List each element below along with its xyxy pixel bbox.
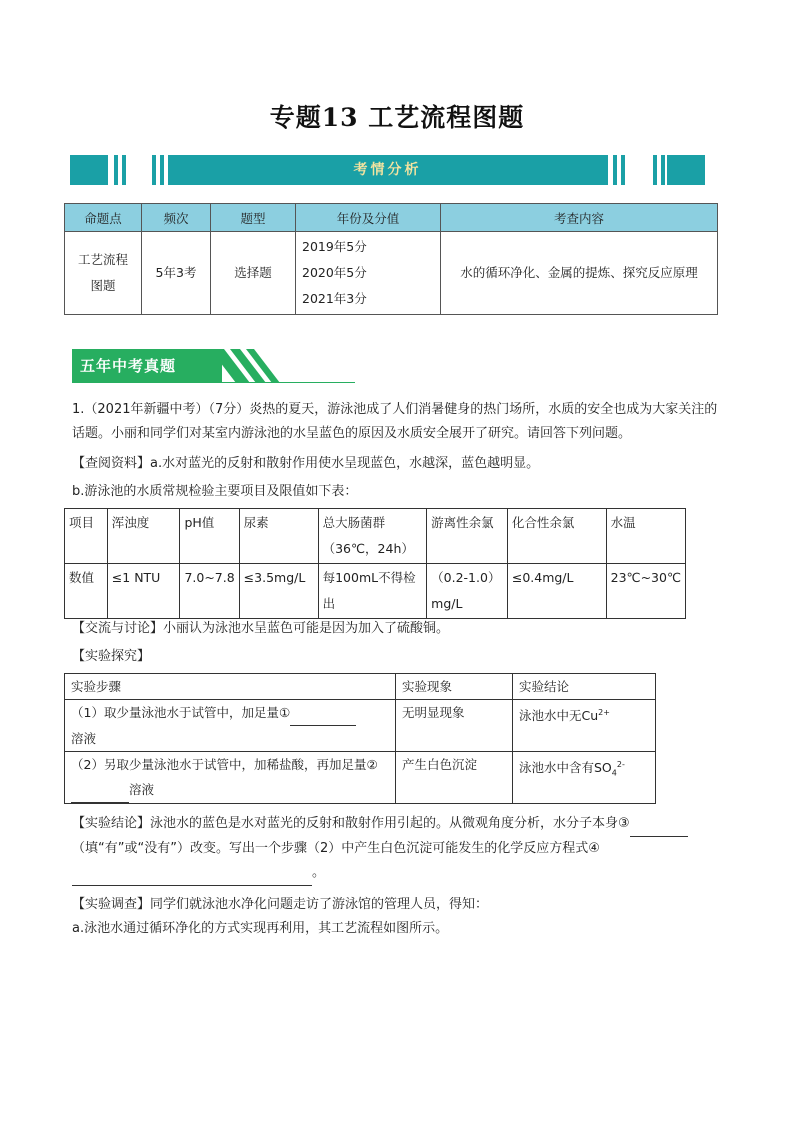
qt-cell: ≤3.5mg/L — [239, 564, 318, 619]
et-phen-1: 无明显现象 — [396, 700, 513, 752]
qt-cell: 23℃~30℃ — [606, 564, 685, 619]
analysis-table — [64, 203, 718, 315]
et-conc-sub: 4 — [611, 768, 617, 778]
qt-cell: 项目 — [65, 509, 108, 564]
et-step-text: （2）另取少量泳池水于试管中，加稀盐酸，再加足量② — [71, 757, 378, 772]
et-conc-1 — [513, 700, 656, 752]
conclusion-end: 。 — [312, 865, 326, 880]
et-step-text: 溶液 — [71, 731, 97, 746]
year-line: 2019年5分 — [302, 239, 367, 254]
qt-cell: （0.2-1.0）mg/L — [427, 564, 508, 619]
qt-cell: 数值 — [65, 564, 108, 619]
qt-cell: 游离性余氯 — [427, 509, 508, 564]
answer-blank-1[interactable] — [290, 700, 356, 726]
qt-cell: 总大肠菌群（36℃，24h） — [318, 509, 427, 564]
et-conc-sup: 2+ — [598, 708, 610, 717]
et-header: 实验步骤 — [65, 674, 396, 700]
et-step-text: 溶液 — [129, 782, 155, 797]
conclusion-text: （填“有”或“没有”）改变。写出一个步骤（2）中产生白色沉淀可能发生的化学反应方程式④ — [72, 841, 600, 856]
banner-chevron-icon — [210, 349, 280, 383]
et-conc-sup: 2- — [616, 760, 625, 769]
qt-cell: pH值 — [180, 509, 239, 564]
q1-intro: 1.（2021年新疆中考）（7分）炎热的夏天，游泳池成了人们消暑健身的热门场所，水质的安全也成为大家关注的话题。小丽和同学们对某室内游泳池的水呈蓝色的原因及水质安全展开了研究。请回答下列问题。 — [72, 402, 718, 441]
q1-conclusion — [72, 812, 722, 886]
banner-label: 五年中考真题 — [72, 349, 222, 383]
cell-type: 选择题 — [211, 232, 296, 315]
q1-ref-b: b.游泳池的水质常规检验主要项目及限值如下表： — [72, 484, 358, 499]
q1-survey-a: a.泳池水通过循环净化的方式实现再利用，其工艺流程如图所示。 — [72, 921, 449, 936]
et-phen-2: 产生白色沉淀 — [396, 752, 513, 804]
answer-blank-2[interactable] — [71, 777, 129, 803]
q1-discussion: 【交流与讨论】小丽认为泳池水呈蓝色可能是因为加入了硫酸铜。 — [72, 621, 450, 636]
q1-ref-a: 【查阅资料】a.水对蓝光的反射和散射作用使水呈现蓝色，水越深，蓝色越明显。 — [72, 456, 540, 471]
year-line: 2021年3分 — [302, 291, 367, 306]
q1-survey: 【实验调查】同学们就泳池水净化问题走访了游泳馆的管理人员，得知： — [72, 897, 489, 912]
year-line: 2020年5分 — [302, 265, 367, 280]
qt-cell: 浑浊度 — [107, 509, 180, 564]
qt-cell: 每100mL不得检出 — [318, 564, 427, 619]
conclusion-text: 【实验结论】泳池水的蓝色是水对蓝光的反射和散射作用引起的。从微观角度分析，水分子本身③ — [72, 816, 630, 831]
quality-table — [64, 508, 686, 619]
header-type: 题型 — [211, 204, 296, 232]
cell-freq: 5年3考 — [142, 232, 211, 315]
answer-blank-4[interactable] — [72, 861, 312, 886]
cell-content: 水的循环净化、金属的提炼、探究反应原理 — [441, 232, 718, 315]
header-point: 命题点 — [65, 204, 142, 232]
answer-blank-3[interactable] — [630, 812, 688, 837]
et-conc-2 — [513, 752, 656, 804]
qt-cell: ≤0.4mg/L — [507, 564, 606, 619]
et-step-2 — [65, 752, 396, 804]
page-title: 专题13 工艺流程图题 — [269, 103, 525, 132]
et-header: 实验现象 — [396, 674, 513, 700]
header-years: 年份及分值 — [296, 204, 441, 232]
banner-underline — [72, 382, 355, 383]
cell-point: 工艺流程图题 — [65, 232, 142, 315]
et-header: 实验结论 — [513, 674, 656, 700]
et-step-text: （1）取少量泳池水于试管中，加足量① — [71, 705, 291, 720]
header-freq: 频次 — [142, 204, 211, 232]
cell-years — [296, 232, 441, 315]
et-conc-text: 泳池水中含有SO — [519, 760, 612, 776]
section-bar — [70, 155, 705, 185]
qt-cell: 尿素 — [239, 509, 318, 564]
et-conc-text: 泳池水中无Cu — [519, 708, 599, 724]
qt-cell: ≤1 NTU — [107, 564, 180, 619]
qt-cell: 化合性余氯 — [507, 509, 606, 564]
qt-cell: 7.0~7.8 — [180, 564, 239, 619]
q1-explore-heading: 【实验探究】 — [72, 649, 151, 664]
section-banner — [72, 349, 362, 383]
header-content: 考查内容 — [441, 204, 718, 232]
explore-table — [64, 673, 656, 804]
et-step-1 — [65, 700, 396, 752]
section-bar-label: 考情分析 — [353, 162, 422, 178]
qt-cell: 水温 — [606, 509, 685, 564]
